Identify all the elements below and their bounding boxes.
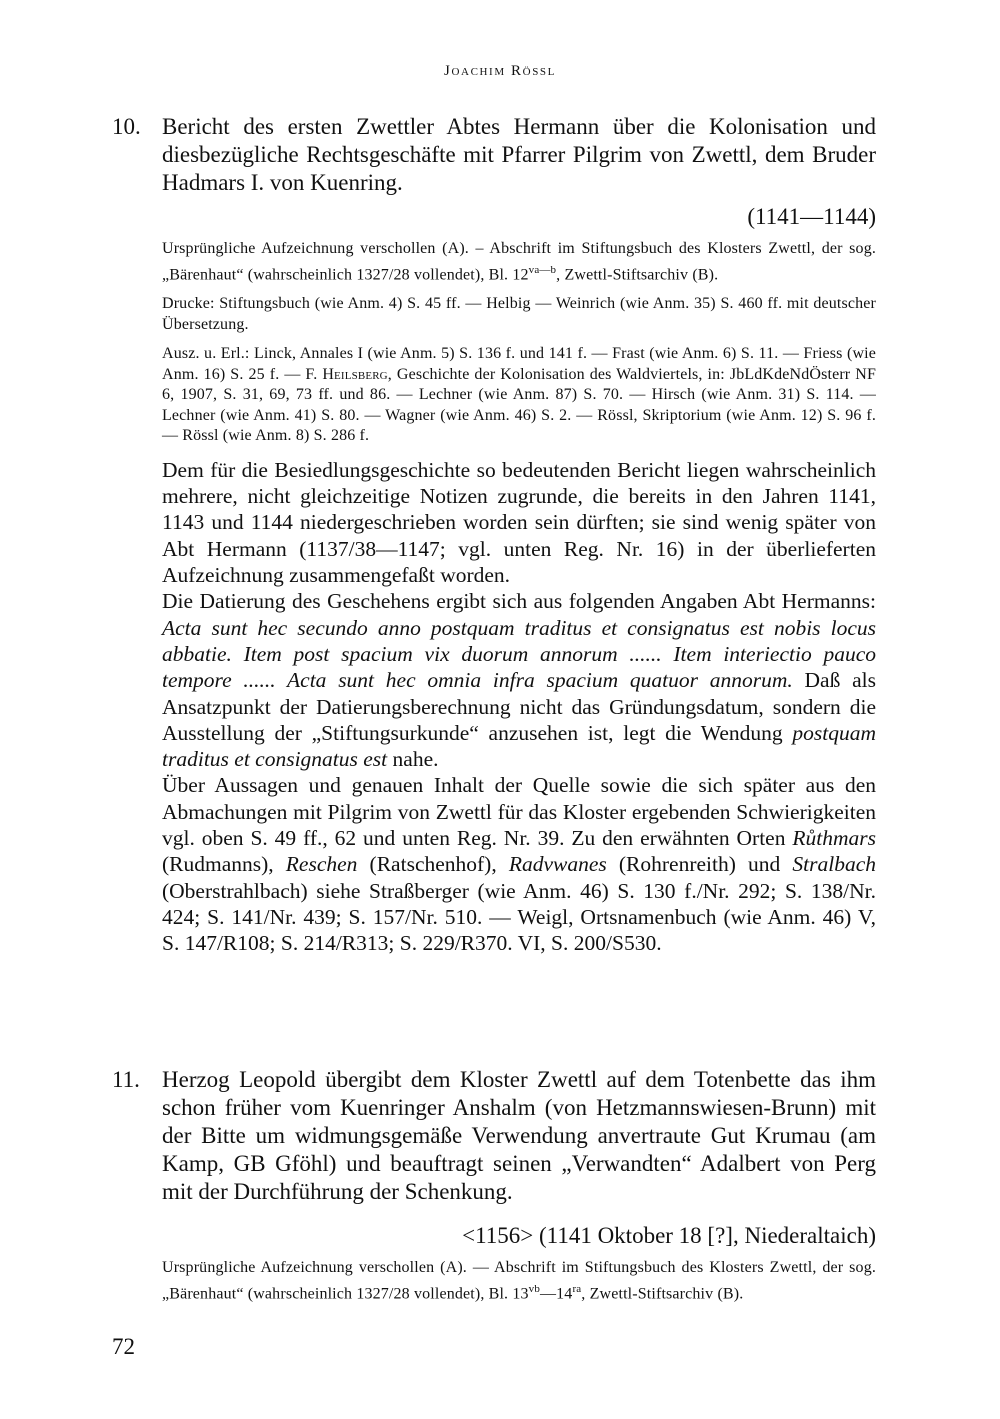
- para-text: Die Datierung des Geschehens ergibt sich aus folgenden Angaben Abt Hermanns:: [162, 589, 876, 614]
- entry-title: Herzog Leopold übergibt dem Kloster Zwettl auf dem Totenbette das ihm schon früher vom Kuenringer Anshalm (von Hetzmannswiesen-Brunn) mit der Bitte um widmungsgemäße Verwendung anvertraute Gut Krumau (am Kamp, GB Gföhl) und beauftragt seinen „Verwandten“ Adalbert von Perg mit der Durchführung der Schenkung.: [162, 1067, 876, 1204]
- source-note: [162, 239, 876, 285]
- source-text-end: , Zwettl-Stiftsarchiv (B).: [581, 1284, 744, 1302]
- prints-note: Drucke: Stiftungsbuch (wie Anm. 4) S. 45 ff. — Helbig — Weinrich (wie Anm. 35) S. 460 ff. mit deutscher Übersetzung.: [162, 295, 876, 333]
- source-note: [162, 1258, 876, 1304]
- commentary-paragraph-1: Dem für die Besiedlungsgeschichte so bedeutenden Bericht liegen wahrscheinlich mehrere, nicht gleichzeitige Notizen zugrunde, die bereits in den Jahren 1141, 1143 und 1144 niedergeschrieben worden sein dürften; sie sind wenig später von Abt Hermann (1137/38—1147; vgl. unten Reg. Nr. 16) in der überlieferten Aufzeichnung zusammengefaßt worden.: [162, 457, 876, 588]
- page-number: 72: [112, 1334, 135, 1359]
- latin-quote: Acta sunt hec secundo anno postquam traditus et consignatus est nobis locus abbatie. Item post spacium vix duorum annorum ...... Item interiectio pauco tempore ...... Acta sunt hec omnia infra spacium quatuor annorum.: [162, 615, 876, 693]
- latin-phrase: postquam traditus et consignatus est: [162, 720, 876, 772]
- para-text: Über Aussagen und genauen Inhalt der Quelle sowie die sich später aus den Abmachungen mit Pilgrim von Zwettl für das Kloster ergebenden Schwierigkeiten vgl. oben S. 49 ff., 62 und unten Reg. Nr. 39. Zu den erwähnten Orten: [162, 773, 876, 850]
- source-text-end: , Zwettl-Stiftsarchiv (B).: [556, 265, 719, 283]
- source-text: Ursprüngliche Aufzeichnung verschollen (A). — Abschrift im Stiftungsbuch des Klosters Zwettl, der sog. „Bärenhaut“ (wahrscheinlich 1327/28 vollendet), Bl. 13: [162, 1259, 876, 1302]
- place-name: Stralbach: [792, 852, 877, 877]
- para-text: (Rudmanns),: [162, 852, 286, 877]
- para-text: (Ratschenhof),: [357, 852, 509, 877]
- para-text: (Rohrenreith) und: [606, 852, 793, 877]
- para-text: (Oberstrahlbach) siehe Straßberger (wie Anm. 46) S. 130 f./Nr. 292; S. 138/Nr. 424; S. 141/Nr. 439; S. 157/Nr. 510. — Weigl, Ortsnamenbuch (wie Anm. 46) V, S. 147/R108; S. 214/R313; S. 229/R370. VI, S. 200/S530.: [162, 878, 876, 956]
- commentary-paragraph-2: [162, 588, 876, 772]
- entry-title: Bericht des ersten Zwettler Abtes Hermann über die Kolonisation und diesbezügliche Rechtsgeschäfte mit Pfarrer Pilgrim von Zwettl, dem Bruder Hadmars I. von Kuenring.: [162, 114, 876, 195]
- folio-superscript: vb: [528, 1282, 540, 1295]
- author-name: Heilsberg: [322, 365, 388, 383]
- entry-number: 10.: [112, 114, 141, 139]
- commentary: [162, 457, 876, 957]
- para-text: nahe.: [387, 747, 439, 772]
- entry-number: 11.: [112, 1067, 140, 1092]
- source-text-mid: —14: [539, 1284, 573, 1302]
- source-text: Ursprüngliche Aufzeichnung verschollen (A). – Abschrift im Stiftungsbuch des Klosters Zwettl, der sog. „Bärenhaut“ (wahrscheinlich 1327/28 vollendet), Bl. 12: [162, 240, 876, 283]
- entry-date: <1156> (1141 Oktober 18 [?], Niederaltaich): [462, 1223, 876, 1248]
- excerpts-text: Ausz. u. Erl.: Linck, Annales I (wie Anm. 5) S. 136 f. und 141 f. — Frast (wie Anm. 6) S. 11. — Friess (wie Anm. 16) S. 25 f. — F.: [162, 345, 876, 383]
- folio-superscript: va—b: [528, 263, 557, 276]
- place-name: Reschen: [285, 852, 358, 877]
- regest-entry-10: [112, 113, 876, 956]
- place-name: Radvwanes: [508, 852, 607, 877]
- excerpts-note: [162, 344, 876, 447]
- regest-entry-11: [112, 1066, 876, 1304]
- entry-date: (1141—1144): [747, 204, 876, 229]
- excerpts-text-end: , Geschichte der Kolonisation des Waldviertels, in: JbLdKdeNdÖsterr NF 6, 1907, S. 31, 69, 73 ff. und 86. — Lechner (wie Anm. 87) S. 70. — Hirsch (wie Anm. 31) S. 114. — Lechner (wie Anm. 41) S. 80. — Wagner (wie Anm. 46) S. 2. — Rössl, Skriptorium (wie Anm. 12) S. 96 f. — Rössl (wie Anm. 8) S. 286 f.: [162, 365, 876, 445]
- folio-superscript: ra: [572, 1282, 582, 1295]
- place-name: Růthmars: [792, 825, 876, 850]
- running-header: Joachim Rössl: [444, 63, 556, 79]
- para-text: Daß als Ansatzpunkt der Datierungsberechnung nicht das Gründungsdatum, sondern die Ausstellung der „Stiftungsurkunde“ anzusehen ist, legt die Wendung: [162, 668, 876, 745]
- commentary-paragraph-3: [162, 772, 876, 956]
